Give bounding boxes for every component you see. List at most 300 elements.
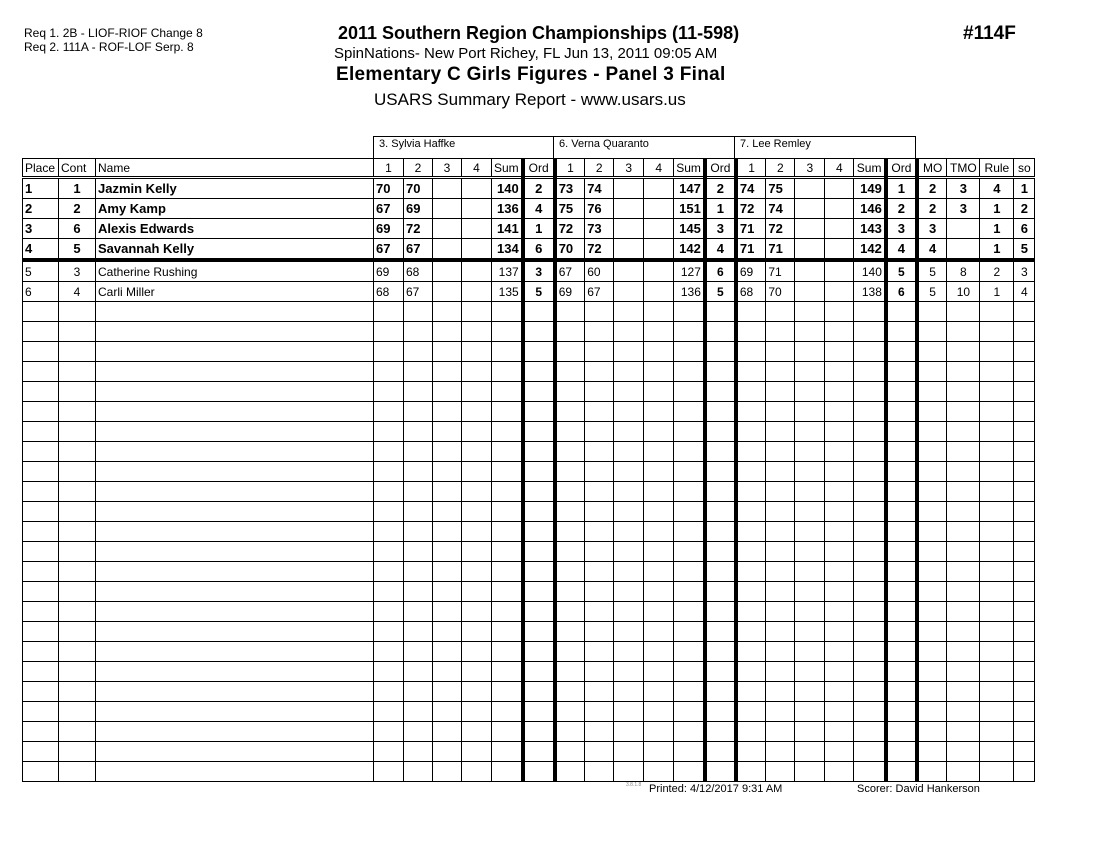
empty-cell bbox=[523, 542, 555, 562]
empty-cell bbox=[523, 642, 555, 662]
empty-cell bbox=[374, 522, 404, 542]
sum-cell: 151 bbox=[674, 199, 705, 219]
empty-row bbox=[23, 462, 1035, 482]
empty-cell bbox=[980, 302, 1014, 322]
empty-cell bbox=[433, 542, 462, 562]
empty-cell bbox=[795, 742, 825, 762]
empty-cell bbox=[980, 482, 1014, 502]
empty-cell bbox=[555, 682, 585, 702]
empty-cell bbox=[374, 382, 404, 402]
empty-cell bbox=[886, 442, 917, 462]
empty-cell bbox=[766, 522, 795, 542]
score-3-cell bbox=[433, 239, 462, 261]
score-3-cell bbox=[614, 178, 644, 199]
empty-cell bbox=[766, 382, 795, 402]
empty-cell bbox=[795, 402, 825, 422]
empty-cell bbox=[555, 522, 585, 542]
ordinal-cell: 6 bbox=[886, 282, 917, 302]
empty-cell bbox=[1014, 522, 1035, 542]
name-cell: Catherine Rushing bbox=[96, 260, 374, 282]
empty-cell bbox=[795, 762, 825, 782]
score-2-cell: 72 bbox=[585, 239, 614, 261]
empty-cell bbox=[947, 722, 980, 742]
col-j3-s2: 2 bbox=[766, 159, 795, 178]
empty-cell bbox=[523, 562, 555, 582]
empty-cell bbox=[614, 362, 644, 382]
empty-cell bbox=[854, 562, 886, 582]
col-j1-s1: 1 bbox=[374, 159, 404, 178]
empty-cell bbox=[766, 602, 795, 622]
empty-cell bbox=[766, 622, 795, 642]
col-j2-s1: 1 bbox=[555, 159, 585, 178]
empty-cell bbox=[585, 422, 614, 442]
empty-cell bbox=[96, 302, 374, 322]
empty-cell bbox=[23, 582, 59, 602]
empty-cell bbox=[980, 322, 1014, 342]
score-1-cell: 70 bbox=[374, 178, 404, 199]
results-table bbox=[22, 158, 1035, 782]
empty-cell bbox=[374, 682, 404, 702]
score-1-cell: 73 bbox=[555, 178, 585, 199]
empty-cell bbox=[980, 762, 1014, 782]
empty-cell bbox=[947, 462, 980, 482]
empty-cell bbox=[96, 442, 374, 462]
empty-cell bbox=[674, 602, 705, 622]
empty-cell bbox=[1014, 622, 1035, 642]
empty-cell bbox=[462, 742, 492, 762]
empty-cell bbox=[614, 522, 644, 542]
empty-cell bbox=[705, 742, 736, 762]
empty-cell bbox=[980, 542, 1014, 562]
empty-cell bbox=[96, 342, 374, 362]
empty-cell bbox=[96, 522, 374, 542]
score-4-cell bbox=[462, 239, 492, 261]
empty-cell bbox=[374, 702, 404, 722]
score-4-cell bbox=[644, 260, 674, 282]
empty-cell bbox=[674, 662, 705, 682]
empty-cell bbox=[947, 542, 980, 562]
empty-row bbox=[23, 542, 1035, 562]
empty-cell bbox=[492, 582, 523, 602]
col-j2-s4: 4 bbox=[644, 159, 674, 178]
empty-cell bbox=[766, 662, 795, 682]
empty-cell bbox=[59, 742, 96, 762]
empty-cell bbox=[59, 642, 96, 662]
empty-cell bbox=[23, 342, 59, 362]
empty-cell bbox=[523, 482, 555, 502]
score-1-cell: 71 bbox=[736, 239, 766, 261]
empty-cell bbox=[736, 562, 766, 582]
score-1-cell: 67 bbox=[555, 260, 585, 282]
empty-cell bbox=[795, 442, 825, 462]
cont-cell: 1 bbox=[59, 178, 96, 199]
empty-cell bbox=[614, 442, 644, 462]
empty-cell bbox=[947, 562, 980, 582]
empty-cell bbox=[705, 322, 736, 342]
empty-cell bbox=[825, 342, 854, 362]
empty-cell bbox=[433, 702, 462, 722]
empty-cell bbox=[23, 462, 59, 482]
empty-cell bbox=[854, 382, 886, 402]
empty-cell bbox=[1014, 382, 1035, 402]
empty-cell bbox=[980, 402, 1014, 422]
empty-cell bbox=[917, 722, 947, 742]
empty-cell bbox=[555, 462, 585, 482]
empty-cell bbox=[523, 602, 555, 622]
empty-cell bbox=[23, 442, 59, 462]
empty-cell bbox=[644, 722, 674, 742]
empty-cell bbox=[1014, 662, 1035, 682]
empty-cell bbox=[674, 342, 705, 362]
empty-cell bbox=[980, 702, 1014, 722]
empty-cell bbox=[433, 662, 462, 682]
empty-cell bbox=[96, 582, 374, 602]
tmo-cell bbox=[947, 239, 980, 261]
empty-cell bbox=[825, 662, 854, 682]
empty-cell bbox=[736, 322, 766, 342]
score-4-cell bbox=[644, 199, 674, 219]
empty-cell bbox=[705, 382, 736, 402]
empty-cell bbox=[1014, 502, 1035, 522]
empty-cell bbox=[736, 522, 766, 542]
empty-cell bbox=[795, 522, 825, 542]
empty-cell bbox=[644, 462, 674, 482]
empty-cell bbox=[23, 302, 59, 322]
empty-cell bbox=[825, 502, 854, 522]
empty-cell bbox=[1014, 482, 1035, 502]
ordinal-cell: 4 bbox=[886, 239, 917, 261]
name-cell: Amy Kamp bbox=[96, 199, 374, 219]
score-3-cell bbox=[433, 199, 462, 219]
empty-cell bbox=[736, 662, 766, 682]
empty-cell bbox=[96, 722, 374, 742]
empty-cell bbox=[795, 622, 825, 642]
empty-cell bbox=[555, 582, 585, 602]
empty-cell bbox=[825, 702, 854, 722]
empty-cell bbox=[980, 522, 1014, 542]
empty-cell bbox=[585, 542, 614, 562]
col-j1-s3: 3 bbox=[433, 159, 462, 178]
score-3-cell bbox=[795, 282, 825, 302]
empty-cell bbox=[674, 422, 705, 442]
empty-cell bbox=[825, 442, 854, 462]
score-3-cell bbox=[614, 219, 644, 239]
name-cell: Carli Miller bbox=[96, 282, 374, 302]
score-1-cell: 75 bbox=[555, 199, 585, 219]
empty-cell bbox=[462, 562, 492, 582]
empty-cell bbox=[766, 442, 795, 462]
empty-cell bbox=[585, 742, 614, 762]
empty-cell bbox=[462, 702, 492, 722]
rule-cell: 1 bbox=[980, 199, 1014, 219]
empty-cell bbox=[886, 602, 917, 622]
empty-cell bbox=[886, 702, 917, 722]
empty-cell bbox=[917, 742, 947, 762]
sum-cell: 141 bbox=[492, 219, 523, 239]
rule-cell: 1 bbox=[980, 219, 1014, 239]
empty-cell bbox=[795, 502, 825, 522]
empty-cell bbox=[404, 502, 433, 522]
empty-cell bbox=[854, 742, 886, 762]
empty-cell bbox=[614, 742, 644, 762]
empty-cell bbox=[492, 642, 523, 662]
empty-cell bbox=[644, 382, 674, 402]
empty-cell bbox=[705, 642, 736, 662]
empty-cell bbox=[917, 642, 947, 662]
empty-cell bbox=[705, 582, 736, 602]
empty-cell bbox=[766, 362, 795, 382]
score-4-cell bbox=[825, 239, 854, 261]
empty-cell bbox=[585, 702, 614, 722]
empty-row bbox=[23, 762, 1035, 782]
score-2-cell: 71 bbox=[766, 239, 795, 261]
sum-cell: 136 bbox=[492, 199, 523, 219]
ordinal-cell: 4 bbox=[705, 239, 736, 261]
empty-cell bbox=[674, 462, 705, 482]
empty-cell bbox=[59, 702, 96, 722]
col-rule: Rule bbox=[980, 159, 1014, 178]
empty-cell bbox=[886, 582, 917, 602]
empty-cell bbox=[1014, 422, 1035, 442]
empty-cell bbox=[96, 382, 374, 402]
col-j3-s3: 3 bbox=[795, 159, 825, 178]
empty-cell bbox=[917, 362, 947, 382]
score-2-cell: 67 bbox=[404, 282, 433, 302]
sum-cell: 149 bbox=[854, 178, 886, 199]
empty-cell bbox=[854, 662, 886, 682]
empty-cell bbox=[917, 322, 947, 342]
empty-cell bbox=[886, 342, 917, 362]
empty-cell bbox=[96, 702, 374, 722]
empty-cell bbox=[614, 722, 644, 742]
empty-cell bbox=[766, 762, 795, 782]
empty-cell bbox=[23, 702, 59, 722]
ordinal-cell: 3 bbox=[886, 219, 917, 239]
empty-cell bbox=[555, 542, 585, 562]
empty-cell bbox=[947, 402, 980, 422]
empty-cell bbox=[523, 522, 555, 542]
empty-cell bbox=[492, 462, 523, 482]
empty-cell bbox=[886, 562, 917, 582]
venue-date: SpinNations- New Port Richey, FL Jun 13, 2011 09:05 AM bbox=[334, 45, 718, 62]
empty-cell bbox=[705, 342, 736, 362]
col-place: Place bbox=[23, 159, 59, 178]
empty-cell bbox=[705, 302, 736, 322]
empty-cell bbox=[23, 682, 59, 702]
requirement-1: Req 1. 2B - LIOF-RIOF Change 8 bbox=[24, 26, 203, 40]
place-cell: 6 bbox=[23, 282, 59, 302]
empty-cell bbox=[555, 722, 585, 742]
empty-cell bbox=[374, 402, 404, 422]
score-4-cell bbox=[644, 282, 674, 302]
empty-cell bbox=[644, 522, 674, 542]
empty-cell bbox=[1014, 642, 1035, 662]
empty-cell bbox=[795, 482, 825, 502]
empty-cell bbox=[736, 302, 766, 322]
empty-row bbox=[23, 662, 1035, 682]
empty-cell bbox=[614, 602, 644, 622]
empty-cell bbox=[462, 762, 492, 782]
empty-cell bbox=[705, 622, 736, 642]
empty-cell bbox=[492, 702, 523, 722]
empty-cell bbox=[980, 602, 1014, 622]
empty-cell bbox=[705, 522, 736, 542]
empty-cell bbox=[462, 622, 492, 642]
empty-cell bbox=[614, 302, 644, 322]
col-j3-s4: 4 bbox=[825, 159, 854, 178]
empty-cell bbox=[59, 502, 96, 522]
sum-cell: 142 bbox=[854, 239, 886, 261]
empty-cell bbox=[736, 742, 766, 762]
empty-cell bbox=[374, 582, 404, 602]
empty-cell bbox=[492, 342, 523, 362]
empty-row bbox=[23, 302, 1035, 322]
empty-cell bbox=[886, 362, 917, 382]
empty-cell bbox=[555, 442, 585, 462]
empty-cell bbox=[523, 322, 555, 342]
empty-cell bbox=[614, 642, 644, 662]
empty-cell bbox=[795, 342, 825, 362]
score-4-cell bbox=[825, 178, 854, 199]
empty-cell bbox=[374, 622, 404, 642]
empty-cell bbox=[917, 442, 947, 462]
empty-cell bbox=[705, 422, 736, 442]
empty-cell bbox=[23, 362, 59, 382]
score-2-cell: 76 bbox=[585, 199, 614, 219]
empty-cell bbox=[886, 322, 917, 342]
empty-cell bbox=[947, 442, 980, 462]
score-3-cell bbox=[614, 199, 644, 219]
empty-cell bbox=[980, 342, 1014, 362]
tmo-cell bbox=[947, 219, 980, 239]
empty-cell bbox=[705, 502, 736, 522]
version-label: 3.8.1.8 bbox=[626, 782, 642, 788]
empty-cell bbox=[644, 602, 674, 622]
empty-cell bbox=[23, 742, 59, 762]
empty-cell bbox=[766, 562, 795, 582]
empty-cell bbox=[705, 702, 736, 722]
empty-cell bbox=[947, 742, 980, 762]
empty-cell bbox=[825, 322, 854, 342]
empty-cell bbox=[825, 462, 854, 482]
empty-cell bbox=[462, 522, 492, 542]
ordinal-cell: 1 bbox=[886, 178, 917, 199]
score-4-cell bbox=[644, 239, 674, 261]
empty-cell bbox=[523, 382, 555, 402]
empty-cell bbox=[705, 662, 736, 682]
empty-cell bbox=[947, 642, 980, 662]
empty-cell bbox=[766, 542, 795, 562]
empty-cell bbox=[433, 382, 462, 402]
sum-cell: 135 bbox=[492, 282, 523, 302]
empty-cell bbox=[736, 462, 766, 482]
empty-cell bbox=[492, 722, 523, 742]
empty-cell bbox=[825, 682, 854, 702]
empty-row bbox=[23, 622, 1035, 642]
empty-cell bbox=[825, 302, 854, 322]
empty-cell bbox=[825, 602, 854, 622]
empty-cell bbox=[96, 402, 374, 422]
empty-cell bbox=[462, 602, 492, 622]
col-cont: Cont bbox=[59, 159, 96, 178]
score-4-cell bbox=[462, 282, 492, 302]
empty-cell bbox=[614, 462, 644, 482]
empty-cell bbox=[674, 702, 705, 722]
empty-cell bbox=[1014, 462, 1035, 482]
empty-cell bbox=[523, 582, 555, 602]
empty-cell bbox=[614, 542, 644, 562]
empty-cell bbox=[492, 562, 523, 582]
empty-cell bbox=[766, 302, 795, 322]
empty-cell bbox=[433, 322, 462, 342]
score-3-cell bbox=[433, 219, 462, 239]
score-4-cell bbox=[825, 260, 854, 282]
empty-cell bbox=[854, 622, 886, 642]
score-4-cell bbox=[825, 282, 854, 302]
empty-cell bbox=[462, 502, 492, 522]
empty-cell bbox=[736, 602, 766, 622]
score-2-cell: 74 bbox=[585, 178, 614, 199]
score-1-cell: 72 bbox=[555, 219, 585, 239]
empty-cell bbox=[523, 742, 555, 762]
empty-cell bbox=[917, 402, 947, 422]
empty-cell bbox=[404, 602, 433, 622]
mo-cell: 2 bbox=[917, 199, 947, 219]
empty-cell bbox=[795, 702, 825, 722]
empty-cell bbox=[96, 482, 374, 502]
empty-cell bbox=[644, 542, 674, 562]
empty-cell bbox=[59, 722, 96, 742]
empty-cell bbox=[404, 722, 433, 742]
empty-cell bbox=[1014, 742, 1035, 762]
empty-cell bbox=[736, 442, 766, 462]
empty-cell bbox=[433, 722, 462, 742]
empty-cell bbox=[492, 542, 523, 562]
empty-cell bbox=[614, 502, 644, 522]
empty-cell bbox=[1014, 562, 1035, 582]
empty-cell bbox=[705, 462, 736, 482]
empty-cell bbox=[433, 302, 462, 322]
empty-cell bbox=[523, 302, 555, 322]
empty-cell bbox=[1014, 762, 1035, 782]
empty-cell bbox=[917, 602, 947, 622]
empty-cell bbox=[23, 622, 59, 642]
empty-cell bbox=[404, 622, 433, 642]
judge-header-3: 7. Lee Remley bbox=[734, 136, 916, 158]
empty-cell bbox=[795, 362, 825, 382]
empty-cell bbox=[96, 542, 374, 562]
empty-cell bbox=[404, 342, 433, 362]
empty-cell bbox=[644, 562, 674, 582]
empty-cell bbox=[59, 402, 96, 422]
name-cell: Savannah Kelly bbox=[96, 239, 374, 261]
empty-cell bbox=[736, 722, 766, 742]
empty-cell bbox=[59, 382, 96, 402]
empty-cell bbox=[674, 622, 705, 642]
empty-cell bbox=[736, 362, 766, 382]
empty-cell bbox=[59, 542, 96, 562]
empty-cell bbox=[825, 422, 854, 442]
empty-row bbox=[23, 482, 1035, 502]
empty-cell bbox=[585, 562, 614, 582]
empty-cell bbox=[854, 682, 886, 702]
mo-cell: 5 bbox=[917, 282, 947, 302]
ordinal-cell: 3 bbox=[705, 219, 736, 239]
empty-cell bbox=[886, 302, 917, 322]
empty-cell bbox=[374, 322, 404, 342]
empty-cell bbox=[917, 522, 947, 542]
empty-cell bbox=[795, 582, 825, 602]
